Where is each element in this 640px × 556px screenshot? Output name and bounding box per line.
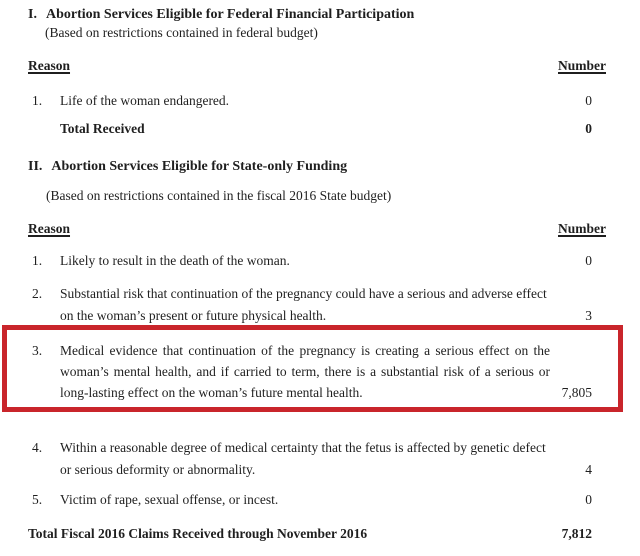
row-reason-text: Life of the woman endangered. [60,93,230,108]
section-1-title: Abortion Services Eligible for Federal Financial Participation [45,7,415,22]
section-2-numeral: II. [28,159,43,174]
section-2-heading [28,158,592,175]
row-value: 7,805 [561,385,592,400]
reason-column-header: Reason [28,58,71,73]
row-reason-text: Substantial risk that continuation of the pregnancy could have a serious and adverse effect on the woman’s present or future physical health. [60,286,547,323]
section-1-heading [28,6,592,23]
total-value: 7,812 [561,526,592,541]
row-number-label: 1. [32,253,43,268]
number-column-header: Number [558,58,606,73]
row-value: 0 [585,93,592,108]
number-column-header: Number [558,221,606,236]
section-1-numeral: I. [28,7,37,22]
section-1-column-headers [28,55,606,77]
section-2-column-headers [28,218,606,240]
section-2-title: Abortion Services Eligible for State-only Funding [51,159,348,174]
row-reason-text: Within a reasonable degree of medical certainty that the fetus is affected by genetic defect or serious deformity or abnormality. [60,440,546,477]
row-reason-text: Likely to result in the death of the woman. [60,253,290,268]
total-label: Total Received [60,121,145,136]
table-row [28,250,592,272]
row-value: 3 [585,308,592,323]
table-row [28,90,592,112]
table-row-highlighted [28,340,592,403]
row-reason-text: Medical evidence that continuation of the pregnancy is creating a serious effect on the woman’s mental health, and if carried to term, there is a substantial risk of a serious or long-lasting effect on the woman’s future mental health. [60,343,550,400]
row-value: 0 [585,492,592,507]
red-highlight-box [2,325,623,412]
section-2-subtitle: (Based on restrictions contained in the fiscal 2016 State budget) [46,188,392,203]
section-1-total-row [28,118,592,140]
reason-column-header: Reason [28,221,71,236]
row-number-label: 5. [32,492,43,507]
total-label: Total Fiscal 2016 Claims Received through November 2016 [28,526,368,541]
row-reason-text: Victim of rape, sexual offense, or incest. [60,492,279,507]
row-number-label: 1. [32,93,43,108]
row-value: 0 [585,253,592,268]
table-row [28,489,592,511]
row-number-label: 2. [32,286,43,301]
section-1-subtitle: (Based on restrictions contained in federal budget) [45,25,318,40]
row-number-label: 3. [32,343,43,358]
table-row [28,283,592,327]
section-2-total-row [28,523,592,545]
row-number-label: 4. [32,440,43,455]
total-value: 0 [585,121,592,136]
row-value: 4 [585,462,592,477]
table-row [28,437,592,481]
